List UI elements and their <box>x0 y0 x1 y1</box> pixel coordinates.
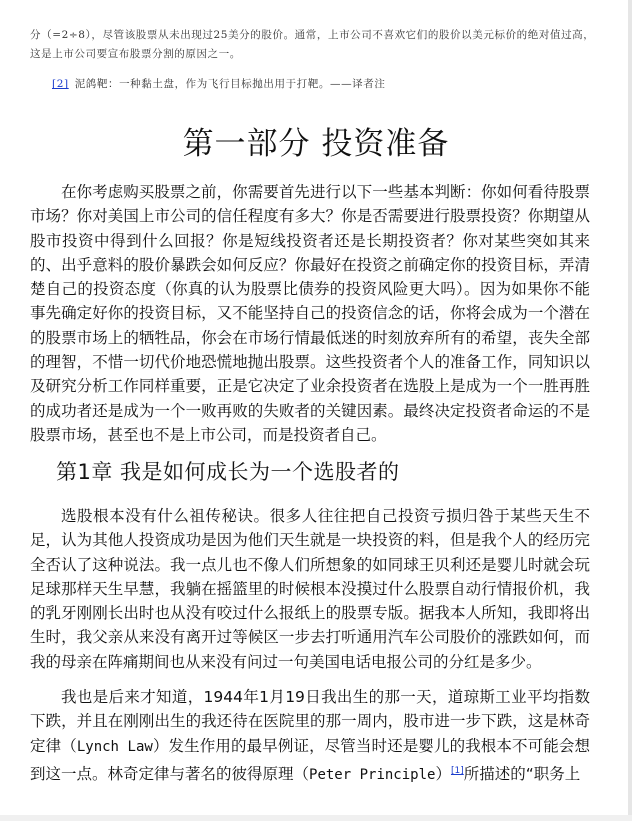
top-note-text: 分（=2÷8），尽管该股票从未出现过25美分的股价。通常，上市公司不喜欢它们的股价以美元标价的绝对值过高，这是上市公司要宣布股票分割的原因之一。 <box>30 29 595 60</box>
paragraph-text-1: 我也是后来才知道，1944年1月19日我出生的那一天，道琼斯工业平均指数下跌，并且在刚刚出生的我还待在医院里的那一周内，股市进一步下跌，这是林奇定律（ <box>30 688 590 755</box>
intro-paragraph: 在你考虑购买股票之前，你需要首先进行以下一些基本判断：你如何看待股票市场？你对美国上市公司的信任程度有多大？你是否需要进行股票投资？你期望从股市投资中得到什么回报？你是短线投资者还是长期投资者？你对某些突如其来的、出乎意料的股价暴跌会如何反应？你最好在投资之前确定你的投资目标，弄清楚自己的投资态度（你真的认为股票比债券的投资风险更大吗）。因为如果你不能事先确定好你的投资目标，又不能坚持自己的投资信念的话，你将会成为一个潜在的股票市场上的牺牲品，你会在市场行情最低迷的时刻放弃所有的希望，丧失全部的理智，不惜一切代价地恐慌地抛出股票。这些投资者个人的准备工作，同知识以及研究分析工作同样重要，正是它决定了业余投资者在选股上是成为一个一胜再胜的成功者还是成为一个一败再败的失败者的关键因素。最终决定投资者命运的不是股票市场，甚至也不是上市公司，而是投资者自己。 <box>30 183 590 444</box>
footnote-ref-1-link[interactable]: [1] <box>450 765 464 776</box>
peter-principle-term: Peter Principle <box>309 767 436 784</box>
paragraph-text-2: ）发生作用的最早例证，尽管当时还是婴儿的我根本不可能会想到这一点。林奇定律与著名的彼得原理（ <box>30 736 590 784</box>
part-title: 第一部分 投资准备 <box>182 126 450 162</box>
chapter-title: 第1章 我是如何成长为一个选股者的 <box>56 460 400 484</box>
footnote-ref-link[interactable]: [2] <box>52 78 69 90</box>
chapter-paragraph-2 <box>30 685 590 787</box>
lynch-law-term: Lynch Law <box>76 738 153 755</box>
page-edge-right <box>628 0 632 821</box>
footnote-text: 泥鸽靶：一种黏土盘，作为飞行目标抛出用于打靶。——译者注 <box>74 78 386 90</box>
paragraph-text-3: ） <box>435 765 451 784</box>
page-edge-bottom <box>0 815 632 821</box>
top-note <box>30 26 604 64</box>
footnote <box>52 76 386 91</box>
chapter-paragraph-1: 选股根本没有什么祖传秘诀。很多人往往把自己投资亏损归咎于某些天生不足，认为其他人投资成功是因为他们天生就是一块投资的料，但是我个人的经历完全否认了这种说法。我一点儿也不像人们所想象的如同球王贝利还是婴儿时就会玩足球那样天生早慧，我躺在摇篮里的时候根本没摸过什么股票自动行情报价机，我的乳牙刚刚长出时也从没有咬过什么报纸上的股票专版。据我本人所知，我即将出生时，我父亲从来没有离开过等候区一步去打听通用汽车公司股价的涨跌如何，而我的母亲在阵痛期间也从来没有问过一句美国电话电报公司的分红是多少。 <box>30 507 590 671</box>
paragraph-text-4: 所描述的“职务上 <box>463 765 581 784</box>
